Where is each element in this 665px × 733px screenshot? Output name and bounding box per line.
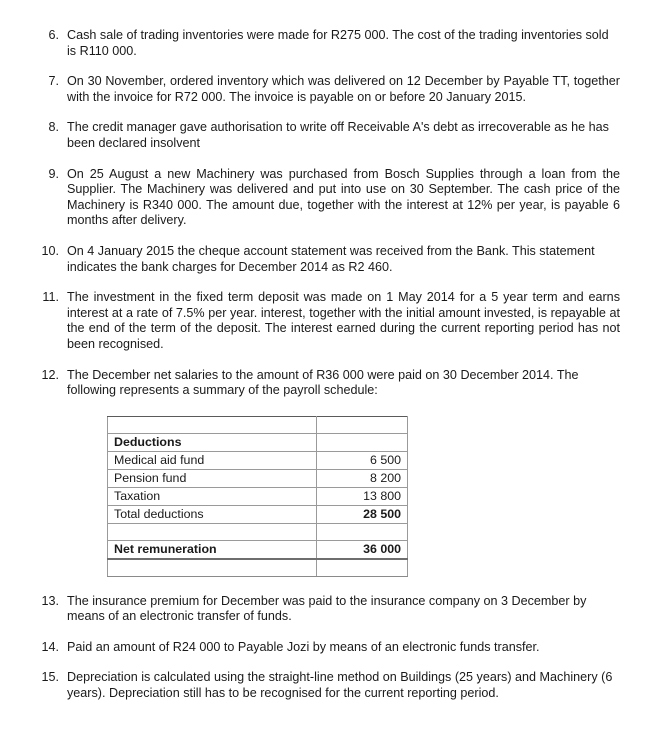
list-item-number: 10. [41, 243, 59, 258]
list-item [33, 594, 620, 625]
table-cell-value: 28 500 [317, 505, 408, 523]
list-item-text: On 25 August a new Machinery was purchased from Bosch Supplies through a loan from the Supplier. The Machinery was delivered and put into use on 30 September. The cash price of the Machinery is R340 000. The amount due, together with the interest at 12% per year, is payable 6 months after delivery. [67, 166, 620, 228]
list-item [33, 74, 620, 105]
table-row [108, 433, 408, 451]
list-item-text: The credit manager gave authorisation to write off Receivable A's debt as irrecoverable as he has been declared insolvent [67, 120, 609, 150]
list-item-text: The December net salaries to the amount of R36 000 were paid on 30 December 2014. The following represents a summary of the payroll schedule: [67, 367, 579, 398]
list-item-number: 13. [41, 593, 59, 608]
payroll-table-body [108, 416, 408, 576]
list-item-text: Cash sale of trading inventories were made for R275 000. The cost of the trading inventories sold is R110 000. [67, 28, 609, 58]
list-item [33, 244, 620, 275]
list-item [33, 167, 620, 229]
table-row [108, 505, 408, 523]
table-row [108, 469, 408, 487]
list-item-number: 8. [48, 120, 59, 135]
list-item-text: Depreciation is calculated using the straight-line method on Buildings (25 years) and Machinery (6 years). Depreciation still has to be recognised for the current reporting period. [67, 670, 613, 701]
table-row [108, 559, 408, 577]
list-item-number: 6. [48, 28, 59, 42]
table-cell-label: Total deductions [108, 505, 317, 523]
table-cell-value: 13 800 [317, 487, 408, 505]
list-item-text: On 30 November, ordered inventory which was delivered on 12 December by Payable TT, together with the invoice for R72 000. The invoice is payable on or before 20 January 2015. [67, 74, 620, 104]
table-cell-value [317, 523, 408, 540]
list-item-text: The insurance premium for December was paid to the insurance company on 3 December by means of an electronic transfer of funds. [67, 593, 587, 624]
list-item-number: 7. [48, 74, 59, 89]
numbered-question-list [33, 28, 620, 702]
list-item-number: 14. [41, 639, 59, 654]
table-cell-label: Pension fund [108, 469, 317, 487]
table-cell-value: 6 500 [317, 451, 408, 469]
table-row [108, 451, 408, 469]
table-cell-label: Net remuneration [108, 540, 317, 559]
table-cell-label: Taxation [108, 487, 317, 505]
table-row [108, 540, 408, 559]
table-cell-label: Medical aid fund [108, 451, 317, 469]
list-item [33, 120, 620, 151]
list-item [33, 290, 620, 352]
list-item [33, 640, 620, 656]
table-cell-label [108, 416, 317, 433]
payroll-schedule-table [107, 416, 408, 577]
list-item [33, 670, 620, 701]
table-cell-value [317, 559, 408, 577]
table-cell-value: 36 000 [317, 540, 408, 559]
list-item-number: 12. [41, 367, 59, 382]
list-item-text: On 4 January 2015 the cheque account statement was received from the Bank. This statement indicates the bank charges for December 2014 as R2 460. [67, 243, 595, 274]
payroll-table-container [67, 416, 620, 577]
table-row [108, 523, 408, 540]
table-cell-label: Deductions [108, 433, 317, 451]
list-item-number: 11. [42, 290, 59, 305]
list-item [33, 368, 620, 577]
table-cell-value [317, 433, 408, 451]
list-item [33, 28, 620, 59]
list-item-text: Paid an amount of R24 000 to Payable Jozi by means of an electronic funds transfer. [67, 639, 540, 654]
list-item-number: 15. [41, 670, 59, 685]
table-row [108, 416, 408, 433]
table-cell-label [108, 559, 317, 577]
table-row [108, 487, 408, 505]
table-cell-value: 8 200 [317, 469, 408, 487]
list-item-text: The investment in the fixed term deposit was made on 1 May 2014 for a 5 year term and earns interest at a rate of 7.5% per year. interest, together with the initial amount invested, is repayable at the end of the term of the deposit. The interest earned during the current reporting period has not been recognised. [67, 290, 620, 351]
list-item-number: 9. [48, 166, 59, 181]
table-cell-value [317, 416, 408, 433]
table-cell-label [108, 523, 317, 540]
